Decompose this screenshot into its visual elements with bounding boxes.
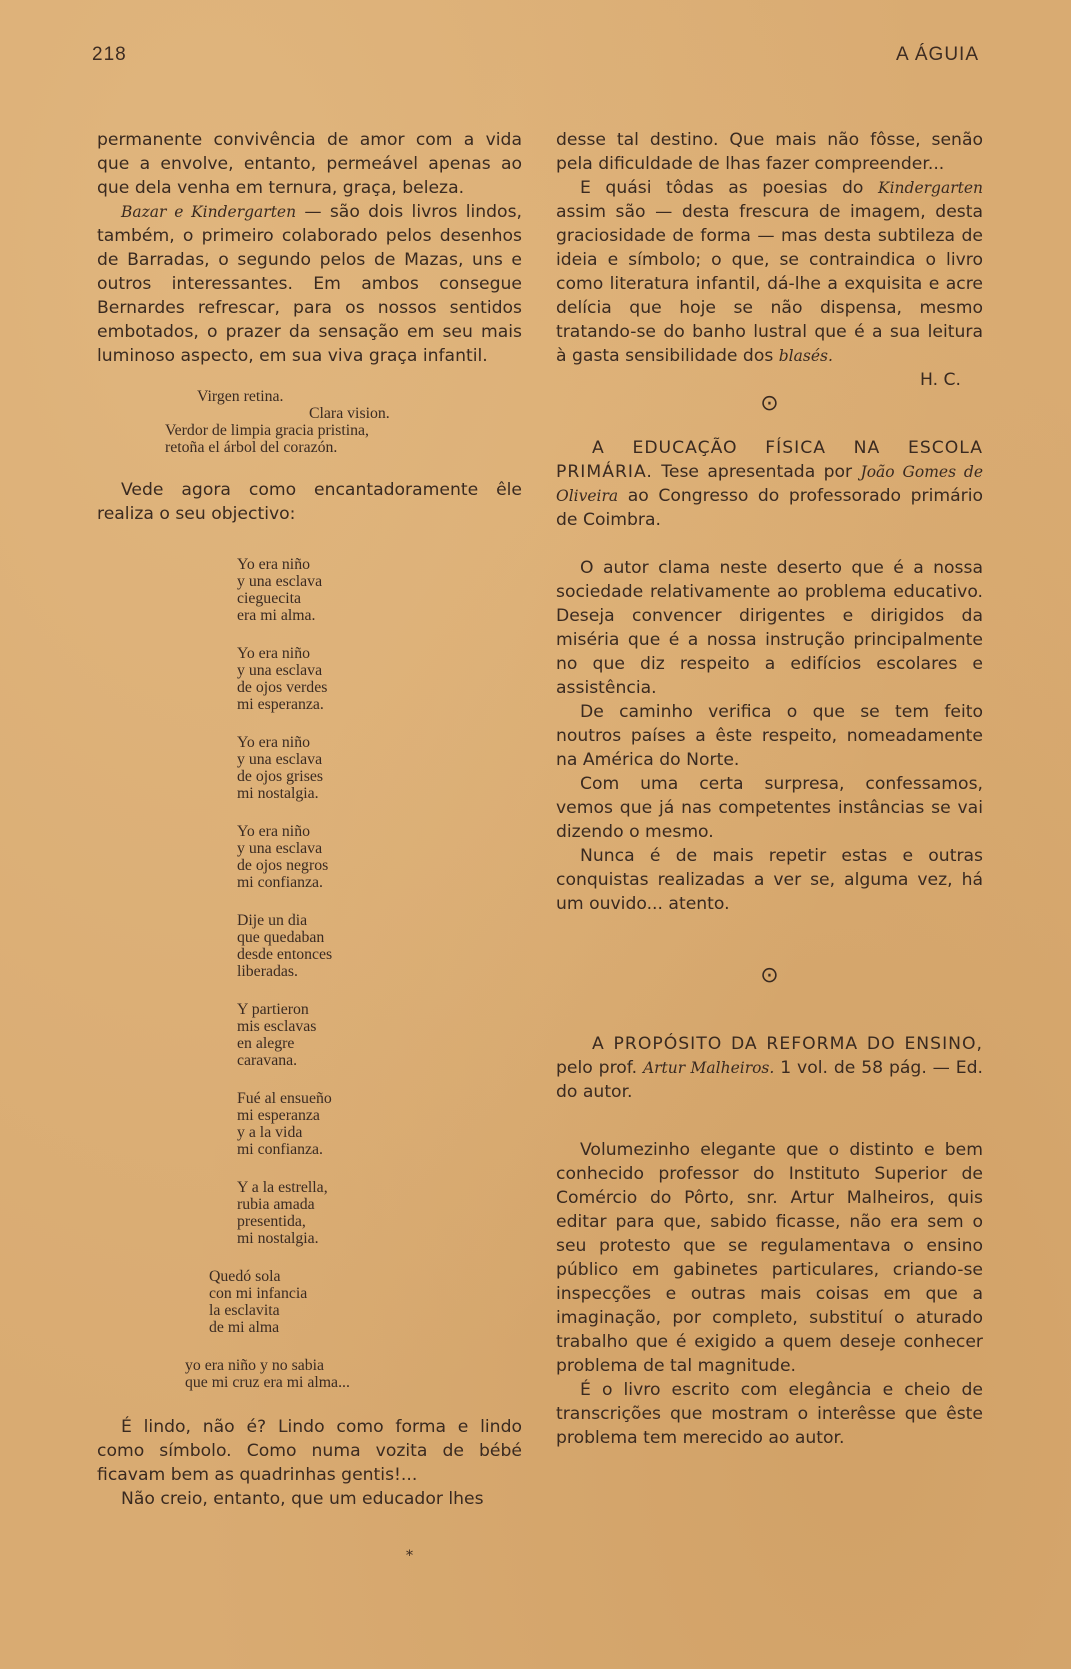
poem-stanza — [237, 1179, 522, 1247]
poem-line: mi confianza. — [237, 1141, 323, 1158]
poem-stanza — [237, 1090, 522, 1158]
right-paragraph-2 — [556, 176, 983, 368]
word-blases: blasés. — [778, 347, 833, 365]
review-2-paragraph-2: É o livro escrito com elegância e cheio de transcrições que mostram o interêsse que êste problema tem merecido ao autor. — [556, 1380, 983, 1448]
epigraph-verse — [165, 388, 522, 456]
review-2-paragraph-1: Volumezinho elegante que o distinto e bem conhecido professor do Instituto Superior de Comércio do Pôrto, snr. Artur Malheiros, quis editar para que, sabido ficasse, não era sem o seu protesto que se regulamentava o ensino público em gabinetes particulares, criando-se inspecções e outras mais coisas em que a imaginação, por completo, substituí o aturado trabalho que é exigido a quem deseje conhecer problema de tal magnitude. — [556, 1140, 983, 1376]
poem-stanza — [237, 734, 522, 802]
section-separator-icon: ⊙ — [760, 391, 779, 416]
page-number: 218 — [92, 44, 127, 65]
poem-line: mis esclavas — [237, 1018, 317, 1035]
review-entry-1-text: Tese apresentada por — [652, 462, 861, 482]
poem-line: Dije un dia — [237, 912, 308, 929]
left-column — [97, 128, 522, 1511]
poem-line: desde entonces — [237, 946, 333, 963]
left-paragraph-2-text: — são dois livros lindos, também, o primeiro colaborado pelos desenhos de Barradas, o segundo pelos de Mazas, uns e outros interessantes. Em ambos consegue Bernardes refrescar, para os nossos sentidos embotados, o prazer da sensação em seu mais luminoso aspecto, em sua viva graça infantil. — [97, 202, 522, 366]
poem-line: en alegre — [237, 1035, 295, 1052]
verse-line: Clara vision. — [309, 405, 390, 422]
poem-stanza — [237, 556, 522, 624]
right-paragraph-2-text: E quási tôdas as poesias do — [580, 178, 879, 198]
poem-line: de ojos verdes — [237, 679, 328, 696]
poem-line: Quedó sola — [209, 1268, 281, 1285]
poem-stanza — [237, 912, 522, 980]
review-entry-2-text: pelo prof. — [556, 1058, 643, 1078]
poem-line: la esclavita — [209, 1302, 280, 1319]
poem-line: yo era niño y no sabia — [185, 1357, 325, 1374]
book-title-kindergarten: Kindergarten — [878, 179, 983, 197]
review-entry-1-text-cont: ao Congresso do professorado primário de Coimbra. — [556, 486, 983, 530]
poem-line: era mi alma. — [237, 607, 316, 624]
poem-line: mi nostalgia. — [237, 1230, 319, 1247]
poem-stanza — [237, 823, 522, 891]
poem-line: de ojos grises — [237, 768, 323, 785]
review-1-paragraph-1: O autor clama neste deserto que é a nossa sociedade relativamente ao problema educativo. Deseja convencer dirigentes e dirigidos da miséria que é a nossa instrução principalmente no que diz respeito a edifícios escolares e assistência. — [556, 558, 983, 698]
poem-line: Yo era niño — [237, 823, 310, 840]
poem-line: mi esperanza. — [237, 696, 324, 713]
review-entry-1-title: A EDUCAÇÃO FÍSICA NA ESCOLA PRIMÁRIA. — [556, 438, 983, 482]
right-paragraph-2-text-cont: assim são — desta frescura de imagem, desta graciosidade de forma — mas desta subtileza de ideia e símbolo; o que, se contraindica o livro como literatura infantil, dá-lhe a exquisita e acre delícia que hoje se não dispensa, mesmo tratando-se do banho lustral que é a sua leitura à gasta sensibilidade dos — [556, 202, 983, 366]
poem-line: y una esclava — [237, 751, 323, 768]
section-separator-icon: ⊙ — [760, 963, 779, 988]
poem-line: que quedaban — [237, 929, 325, 946]
review-entry-2-author: Artur Malheiros. — [642, 1059, 775, 1077]
poem-line: Y partieron — [237, 1001, 309, 1018]
book-title-bazar-kindergarten: Bazar e Kindergarten — [121, 203, 297, 221]
footer-mark: * — [406, 1548, 413, 1564]
poem-line: Y a la estrella, — [237, 1179, 328, 1196]
poem-line: y una esclava — [237, 840, 323, 857]
signature: H. C. — [919, 370, 961, 390]
review-entry-2-heading — [556, 1032, 983, 1104]
review-entry-2-title: A PROPÓSITO DA REFORMA DO ENSINO, — [592, 1034, 983, 1054]
left-paragraph-2 — [97, 200, 522, 368]
poem-line: cieguecita — [237, 590, 302, 607]
poem-stanza — [185, 1357, 522, 1391]
poem-line: de mi alma — [209, 1319, 280, 1336]
running-header: A ÁGUIA — [895, 44, 979, 65]
poem-line: Yo era niño — [237, 734, 310, 751]
left-paragraph-3: Vede agora como encantadoramente êle realiza o seu objectivo: — [97, 480, 522, 524]
left-paragraph-5: Não creio, entanto, que um educador lhes — [121, 1489, 484, 1509]
review-1-paragraph-3: Com uma certa surpresa, confessamos, vemos que já nas competentes instâncias se vai dizendo o mesmo. — [556, 774, 983, 842]
poem-line: rubia amada — [237, 1196, 315, 1213]
poem-line: mi esperanza — [237, 1107, 320, 1124]
review-entry-1-author: João Gomes de Oliveira — [556, 463, 983, 505]
poem-line: mi confianza. — [237, 874, 323, 891]
poem — [185, 556, 522, 1391]
poem-line: liberadas. — [237, 963, 298, 980]
poem-stanza — [237, 645, 522, 713]
poem-stanza — [237, 1001, 522, 1069]
poem-line: presentida, — [237, 1213, 306, 1230]
poem-stanza — [209, 1268, 522, 1336]
right-column — [556, 128, 983, 1450]
poem-line: con mi infancia — [209, 1285, 308, 1302]
review-entry-2-text-cont: 1 vol. de 58 pág. — Ed. do autor. — [556, 1058, 983, 1102]
poem-line: Yo era niño — [237, 556, 310, 573]
verse-line: Verdor de limpia gracia pristina, — [165, 422, 369, 439]
poem-line: Yo era niño — [237, 645, 310, 662]
left-paragraph-4: É lindo, não é? Lindo como forma e lindo como símbolo. Como numa vozita de bébé ficavam bem as quadrinhas gentis!... — [97, 1417, 522, 1485]
review-1-paragraph-2: De caminho verifica o que se tem feito noutros países a êste respeito, nomeadamente na América do Norte. — [556, 702, 983, 770]
poem-line: Fué al ensueño — [237, 1090, 332, 1107]
review-1-paragraph-4: Nunca é de mais repetir estas e outras conquistas realizadas a ver se, alguma vez, há um ouvido... atento. — [556, 846, 983, 914]
right-paragraph-1: desse tal destino. Que mais não fôsse, senão pela dificuldade de lhas fazer compreender... — [556, 130, 983, 174]
poem-line: caravana. — [237, 1052, 298, 1069]
review-entry-1-heading — [556, 436, 983, 532]
poem-line: y una esclava — [237, 573, 323, 590]
left-paragraph-1: permanente convivência de amor com a vida que a envolve, entanto, permeável apenas ao que dela venha em ternura, graça, beleza. — [97, 130, 522, 198]
verse-line: Virgen retina. — [197, 388, 284, 405]
poem-line: y a la vida — [237, 1124, 303, 1141]
poem-line: de ojos negros — [237, 857, 329, 874]
poem-line: que mi cruz era mi alma... — [185, 1374, 350, 1391]
verse-line: retoña el árbol del corazón. — [165, 439, 338, 456]
poem-line: y una esclava — [237, 662, 323, 679]
poem-line: mi nostalgia. — [237, 785, 319, 802]
